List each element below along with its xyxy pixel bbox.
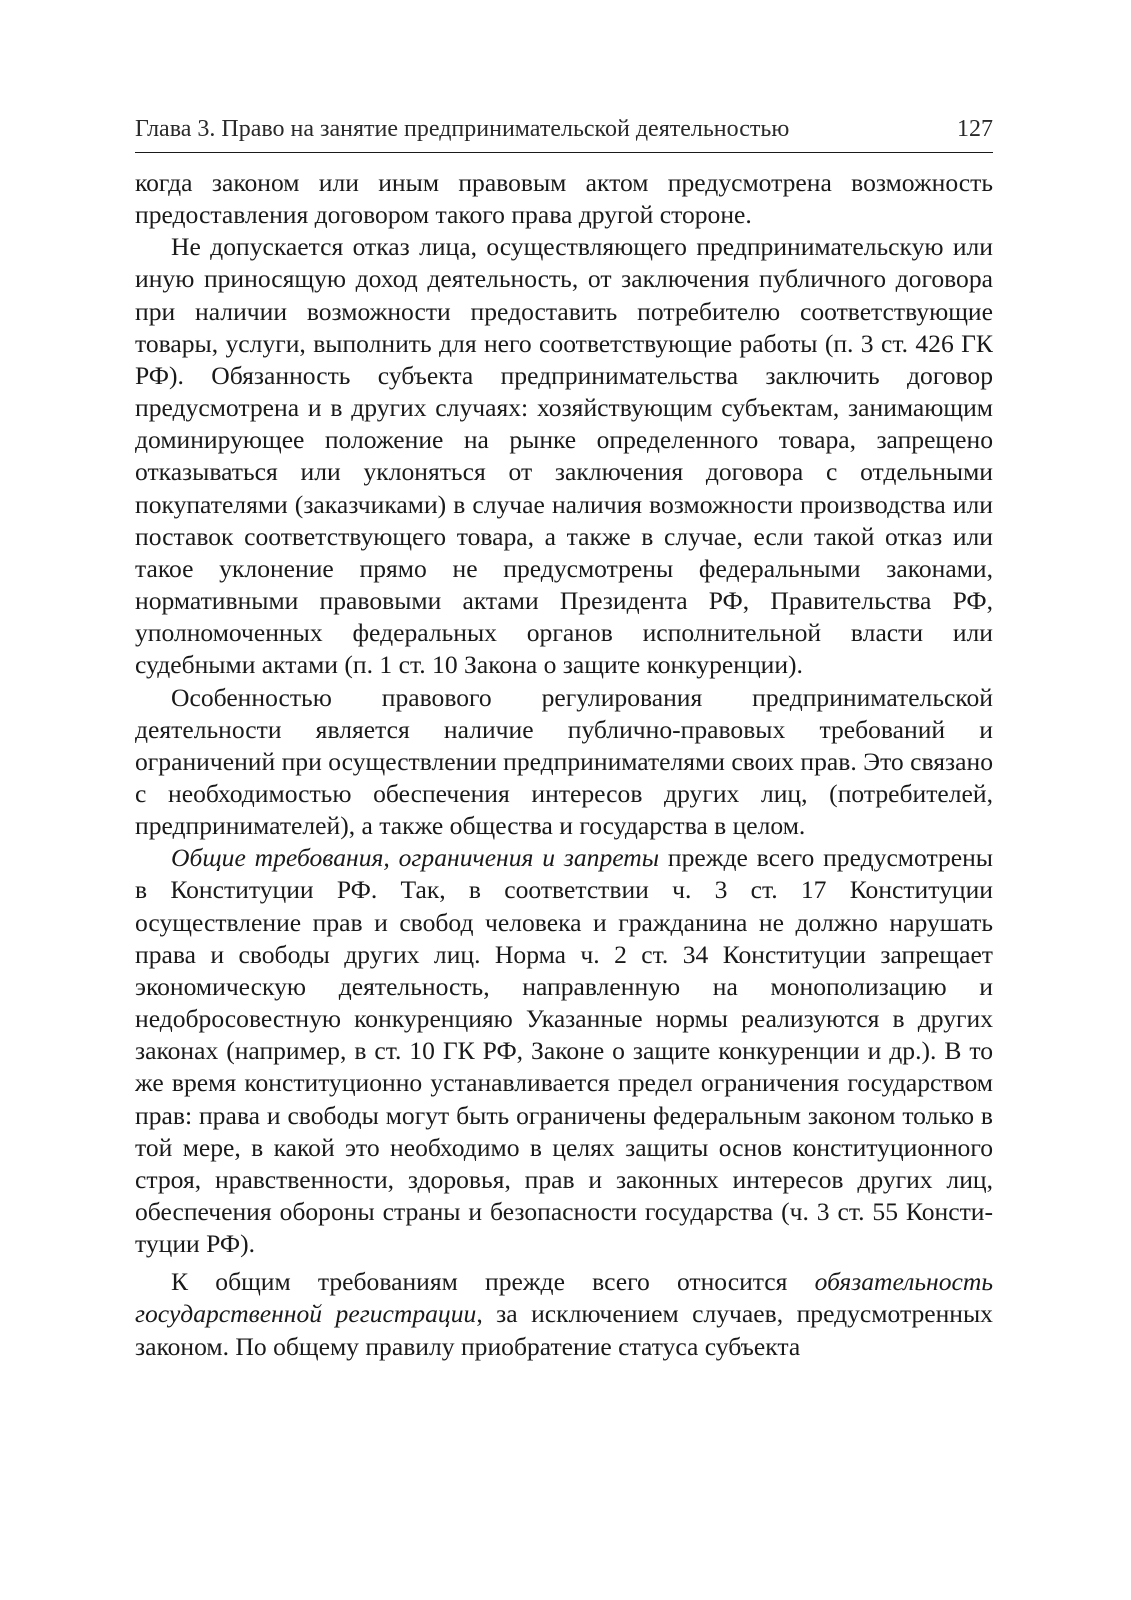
paragraph-regulation — [135, 682, 993, 843]
paragraph-continued — [135, 167, 993, 231]
paragraph-text: Не допускается отказ лица, осуществляющего предпринимательскую или иную приносящую доход деятельность, от заключения публичного договора при наличии возможности предоставить потребителю соответствующие товары, услуги, выполнить для него соответствующие работы (п. 3 ст. 426 ГК РФ). Обязанность субъекта предпринимательства заключить договор предусмотрена и в других случаях: хозяйствующим субъектам, занимающим доминирующее положение на рынке определенного товара, запрещено отказываться или уклоняться от заключения договора с отдельными покупателями (заказчиками) в случае наличия возможности производства или поставок соответствующего товара, а также в случае, если такой отказ или такое уклонение прямо не предусмотрены федеральными законами, нормативными правовыми актами Президента РФ, Правительства РФ, уполномоченных федеральных органов исполнительной власти или судебными актами (п. 1 ст. 10 Закона о защите конкуренции). — [135, 232, 993, 680]
paragraph-text: когда законом или иным правовым актом предусмотрена возможность предоставления договором такого права другой стороне. — [135, 168, 993, 230]
paragraph-text: Особенностью правового регулирования предпринимательской деятельности является наличие публично-правовых требований и ограничений при осуществлении предпринимателями своих прав. Это связано с необходимостью обеспечения интересов других лиц, (потребителей, предпринимателей), а также общества и государства в целом. — [135, 682, 993, 841]
document-page — [135, 112, 993, 1363]
page-number: 127 — [957, 116, 993, 142]
paragraph-text: , за исключением случаев, предусмотренных законом. По общему правилу приобратение статуса субъекта — [135, 1299, 993, 1361]
chapter-title: Глава 3. Право на занятие предпринимательской деятельностью — [135, 116, 790, 142]
running-header — [135, 112, 993, 153]
italic-term: Общие требования, ограничения и запреты — [171, 843, 660, 873]
italic-term: обязательность государственной регистрации — [135, 1267, 993, 1329]
paragraph-text: К общим требованиям прежде всего относится — [171, 1267, 815, 1297]
paragraph-public-contract — [135, 231, 993, 681]
paragraph-general-requirements — [135, 842, 993, 1260]
paragraph-registration — [135, 1266, 993, 1362]
body-text — [135, 167, 993, 1363]
paragraph-text: прежде всего предусмотрены в Конституции РФ. Так, в соответствии ч. 3 ст. 17 Конституции осуществление прав и свобод человека и гражданина не должно нарушать права и свободы других лиц. Норма ч. 2 ст. 34 Конституции запрещает экономическую деятельность, направленную на монополизацию и недобросовестную конкуренцияю Указанные нормы реализуются в других законах (например, в ст. 10 ГК РФ, Законе о защите конкуренции и др.). В то же время конституционно устанавливается предел ограничения государством прав: права и свободы могут быть ограничены федеральным законом только в той мере, в какой это необходимо в целях защиты основ конституционного строя, нравственности, здоровья, прав и законных интересов других лиц, обеспечения обороны страны и безопасности государства (ч. 3 ст. 55 Конституции РФ). — [135, 843, 994, 1259]
